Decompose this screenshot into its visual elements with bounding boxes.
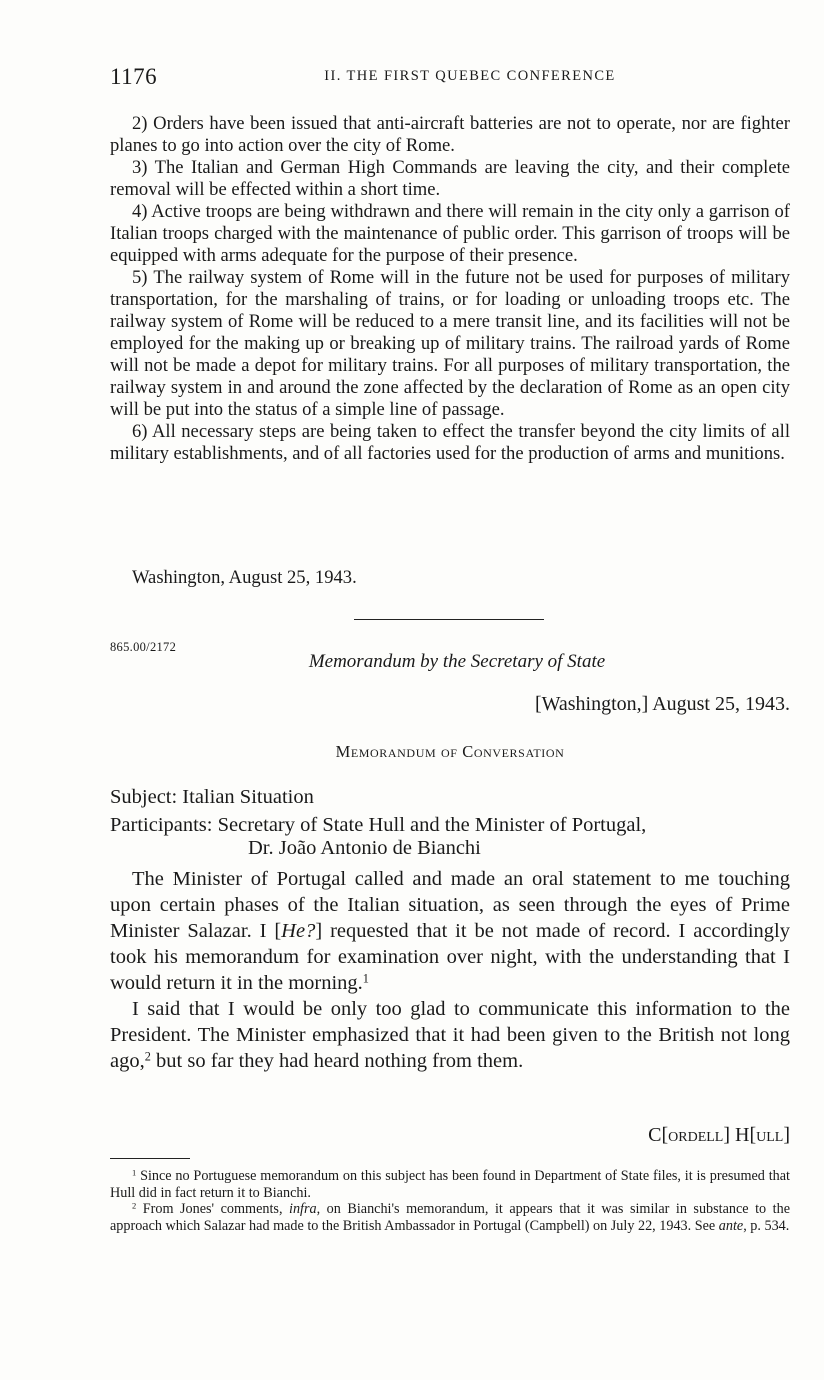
page-header: [110, 62, 790, 102]
dateline: Washington, August 25, 1943.: [132, 567, 357, 588]
memo-paragraph-2: [110, 996, 790, 1074]
footnote-2: [110, 1201, 790, 1234]
page-number: 1176: [110, 64, 158, 89]
participants: [110, 814, 790, 860]
item-6: 6) All necessary steps are being taken to effect the transfer beyond the city limits of all military establishments, and of all factories used for the production of arms and munitions.: [110, 421, 790, 464]
section-divider: [354, 619, 544, 620]
document-title: Memorandum by the Secretary of State: [308, 651, 606, 672]
participants-line-1: Participants: Secretary of State Hull and the Minister of Portugal,: [110, 814, 647, 836]
para1-text-b: ] requested that it be not made of record. I accordingly took his memorandum for examination over night, with the understanding that I would return it in the morning.: [110, 920, 791, 994]
footnote-2-text-b: , on Bianchi's memorandum, it appears that it was similar in substance to the approach which Salazar had made to the British Ambassador in Portugal (Campbell) on July 22, 1943. See: [110, 1201, 790, 1234]
footnote-ref-1: 1: [362, 971, 369, 986]
footnote-1-text: Since no Portuguese memorandum on this subject has been found in Department of State files, it is presumed that Hull did in fact return it to Bianchi.: [110, 1168, 790, 1201]
memo-paragraph-1: [110, 866, 790, 996]
document-date: [Washington,] August 25, 1943.: [534, 693, 790, 715]
para2-text-b: but so far they had heard nothing from them.: [150, 1050, 524, 1072]
para2-text-a: I said that I would be only too glad to communicate this information to the President. The Minister emphasized that it had been given to the British not long ago,: [110, 998, 790, 1072]
running-head: II. THE FIRST QUEBEC CONFERENCE: [324, 68, 616, 84]
footnote-2-text-c: , p. 534.: [743, 1217, 790, 1234]
participants-line-2: Dr. João Antonio de Bianchi: [248, 837, 481, 859]
footnote-2-infra: infra: [289, 1201, 317, 1218]
footnote-ref-2: 2: [144, 1049, 151, 1064]
continued-text: [110, 113, 790, 465]
signature: C[ordell] H[ull]: [648, 1124, 790, 1146]
item-4: 4) Active troops are being withdrawn and there will remain in the city only a garrison of Italian troops charged with the maintenance of public order. This garrison of troops will be equipped with arms adequate for the purpose of their presence.: [110, 201, 790, 266]
footnote-divider: [110, 1158, 190, 1159]
editorial-insertion: He?: [281, 920, 316, 942]
memo-heading: Memorandum of Conversation: [335, 742, 565, 761]
item-5: 5) The railway system of Rome will in the future not be used for purposes of military transportation, for the marshaling of trains, or for loading or unloading troops etc. The railway system of Rome will be reduced to a mere transit line, and its facilities will not be employed for the making up or breaking up of military trains. The railroad yards of Rome will not be made a depot for military trains. For all purposes of military transportation, the railway system in and around the zone affected by the declaration of Rome as an open city will be put into the status of a simple line of passage.: [110, 267, 790, 420]
item-3: 3) The Italian and German High Commands are leaving the city, and their complete removal will be effected within a short time.: [110, 157, 790, 200]
file-number: 865.00/2172: [110, 640, 177, 654]
subject-line: Subject: Italian Situation: [110, 786, 314, 808]
para1-text-a: The Minister of Portugal called and made an oral statement to me touching upon certain phases of the Italian situation, as seen through the eyes of Prime Minister Salazar. I [: [110, 868, 790, 942]
item-2: 2) Orders have been issued that anti-aircraft batteries are not to operate, nor are fighter planes to go into action over the city of Rome.: [110, 113, 790, 156]
footnotes: [110, 1168, 790, 1234]
memo-body: [110, 866, 790, 1074]
footnote-2-text-a: From Jones' comments,: [142, 1201, 290, 1218]
footnote-1-number: 1: [132, 1167, 137, 1178]
footnote-2-number: 2: [132, 1200, 137, 1211]
footnote-2-ante: ante: [718, 1217, 744, 1234]
footnote-1: [110, 1168, 790, 1201]
